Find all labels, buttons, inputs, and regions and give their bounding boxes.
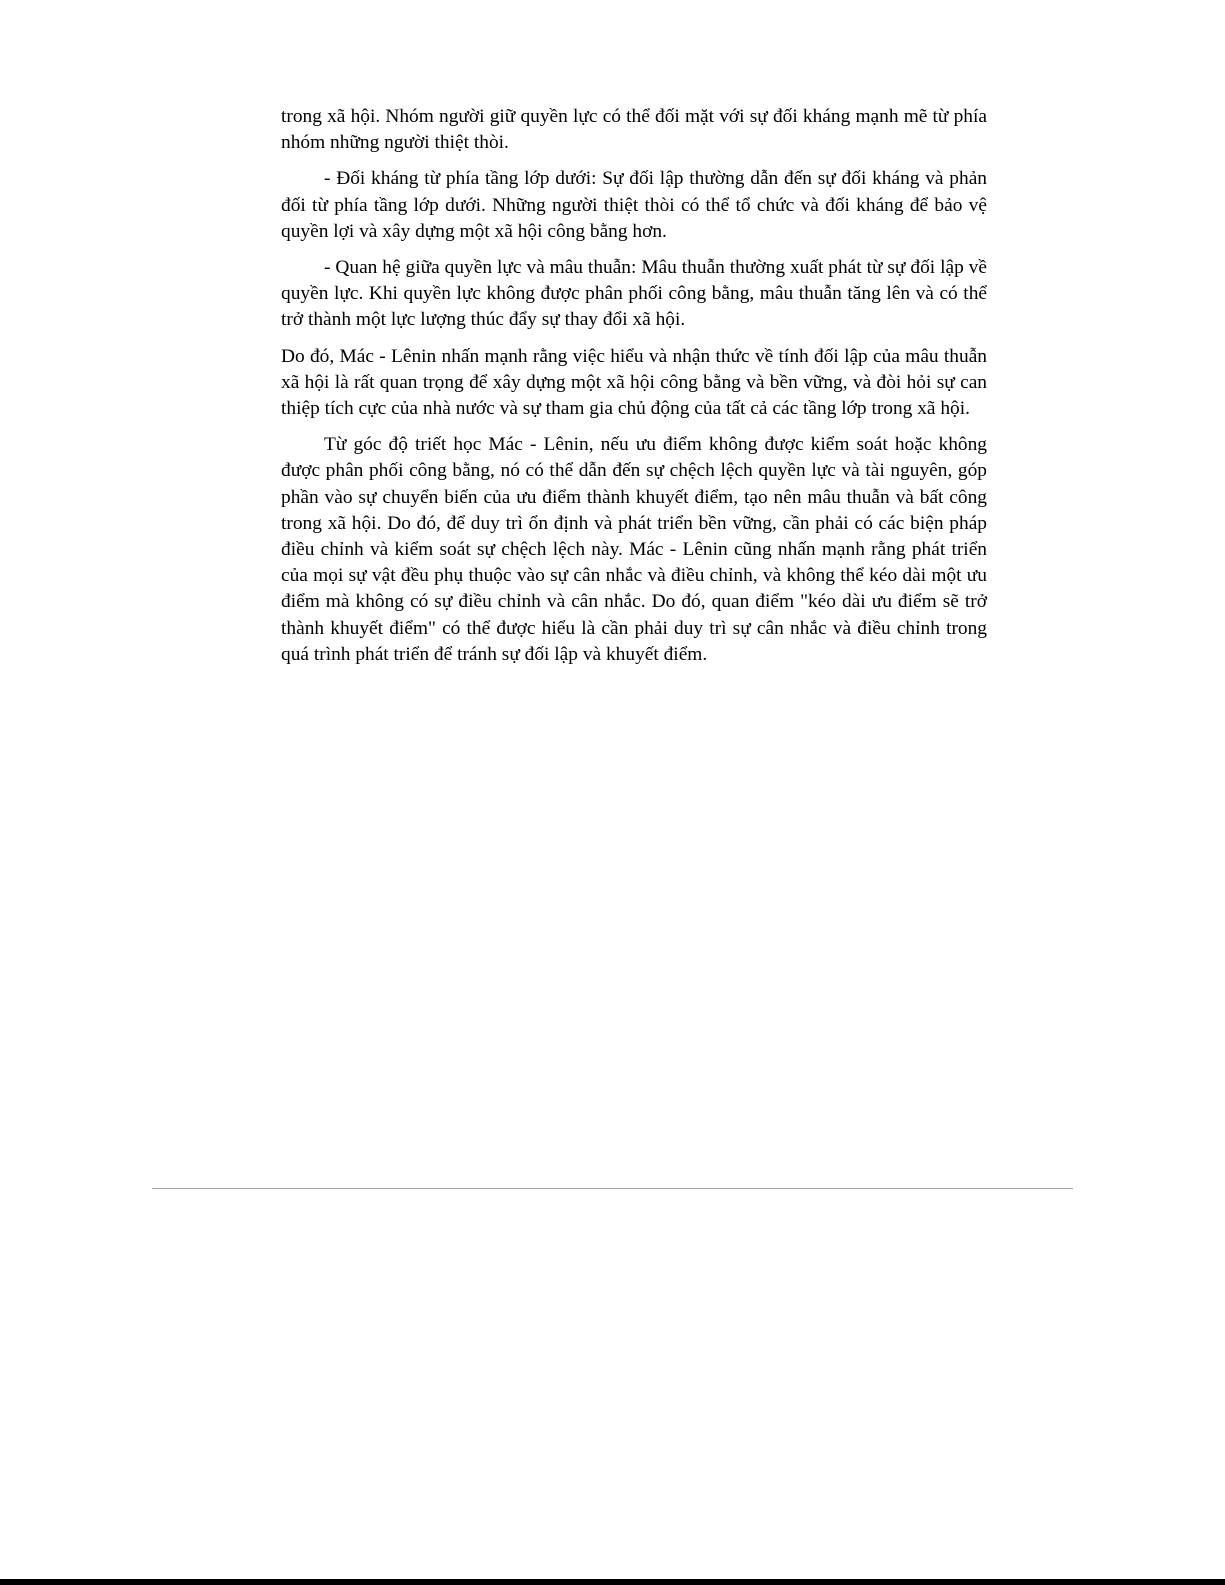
- paragraph-1: trong xã hội. Nhóm người giữ quyền lực có thể đối mặt với sự đối kháng mạnh mẽ từ phía nhóm những người thiệt thòi.: [281, 106, 987, 154]
- bottom-edge-bar: [0, 1579, 1225, 1585]
- paragraph-2: - Đối kháng từ phía tầng lớp dưới: Sự đối lập thường dẫn đến sự đối kháng và phản đối từ phía tầng lớp dưới. Những người thiệt thòi có thể tổ chức và đối kháng để bảo vệ quyền lợi và xây dựng một xã hội công bằng hơn.: [281, 168, 987, 242]
- paragraph-5: Từ góc độ triết học Mác - Lênin, nếu ưu điểm không được kiểm soát hoặc không được phân phối công bằng, nó có thể dẫn đến sự chệch lệch quyền lực và tài nguyên, góp phần vào sự chuyển biến của ưu điểm thành khuyết điểm, tạo nên mâu thuẫn và bất công trong xã hội. Do đó, để duy trì ổn định và phát triển bền vững, cần phải có các biện pháp điều chỉnh và kiểm soát sự chệch lệch này. Mác - Lênin cũng nhấn mạnh rằng phát triển của mọi sự vật đều phụ thuộc vào sự cân nhắc và điều chỉnh, và không thể kéo dài một ưu điểm mà không có sự điều chỉnh và cân nhắc. Do đó, quan điểm "kéo dài ưu điểm sẽ trở thành khuyết điểm" có thể được hiểu là cần phải duy trì sự cân nhắc và điều chỉnh trong quá trình phát triển để tránh sự đối lập và khuyết điểm.: [281, 434, 987, 665]
- page-separator-line: [152, 1188, 1073, 1189]
- paragraph-3: - Quan hệ giữa quyền lực và mâu thuẫn: Mâu thuẫn thường xuất phát từ sự đối lập về quyền lực. Khi quyền lực không được phân phối công bằng, mâu thuẫn tăng lên và có thể trở thành một lực lượng thúc đẩy sự thay đổi xã hội.: [281, 257, 987, 331]
- page-body: [281, 104, 987, 678]
- paragraph-4: Do đó, Mác - Lênin nhấn mạnh rằng việc hiểu và nhận thức về tính đối lập của mâu thuẫn xã hội là rất quan trọng để xây dựng một xã hội công bằng và bền vững, và đòi hỏi sự can thiệp tích cực của nhà nước và sự tham gia chủ động của tất cả các tầng lớp trong xã hội.: [281, 345, 987, 420]
